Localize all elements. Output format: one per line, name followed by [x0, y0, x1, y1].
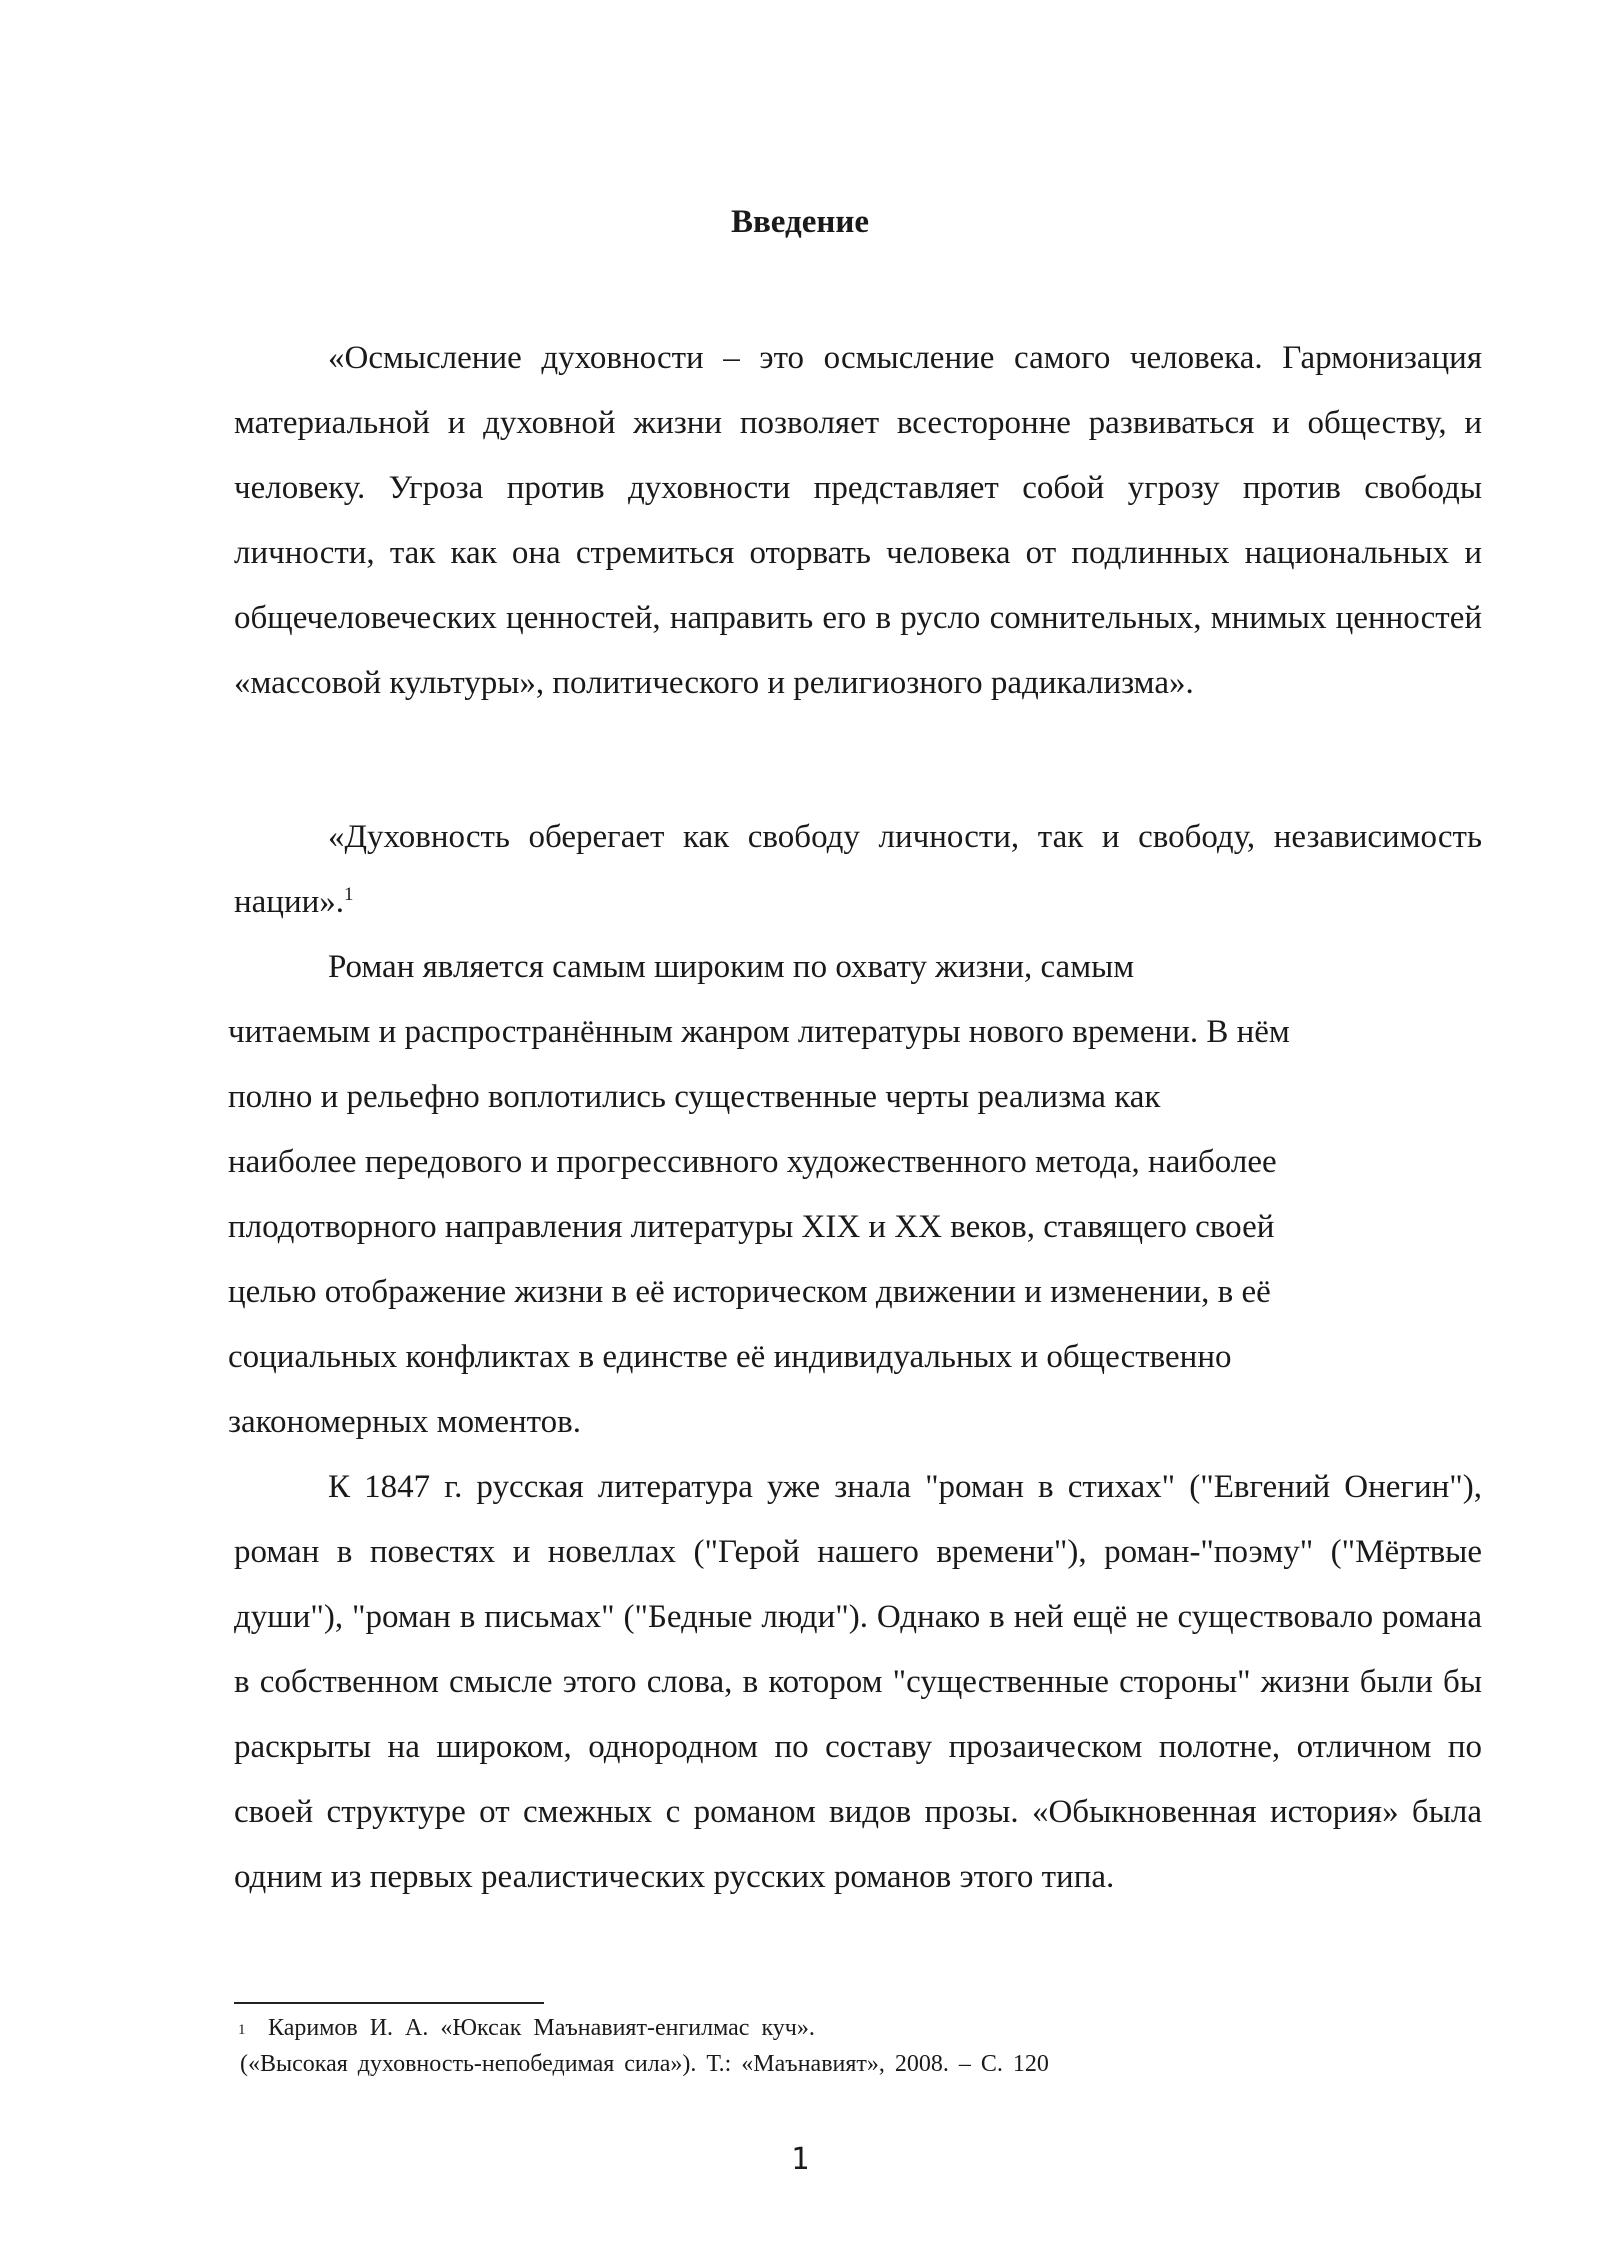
footnote-number: 1 — [238, 2022, 246, 2038]
paragraph-line: целью отображение жизни в её историческом движении и изменении, в её — [228, 1274, 1271, 1310]
footnote-line-1 — [234, 2010, 1334, 2046]
paragraph-line: плодотворного направления литературы XIX и XX веков, ставящего своей — [228, 1209, 1275, 1245]
paragraph-spirituality-quote: «Осмысление духовности – это осмысление самого человека. Гармонизация материальной и духовной жизни позволяет всесторонне развиваться и обществу, и человеку. Угроза против духовности представляет собой угрозу против свободы личности, так как она стремиться оторвать человека от подлинных национальных и общечеловеческих ценностей, направить его в русло сомнительных, мнимых ценностей «массовой культуры», политического и религиозного радикализма». — [234, 340, 1482, 701]
page-title: Введение — [730, 204, 870, 240]
paragraph-line: читаемым и распространённым жанром литературы нового времени. В нём — [228, 1014, 1290, 1050]
page-number: 1 — [790, 2142, 810, 2177]
paragraph-novel-genre — [228, 935, 1488, 1455]
footnote-reference: 1 — [344, 884, 354, 905]
paragraph-line: полно и рельефно воплотились существенные черты реализма как — [228, 1079, 1161, 1115]
footnote-citation: Каримов И. А. «Юксак Маънавият-енгилмас куч». — [268, 2015, 815, 2041]
footnote-separator — [234, 2002, 544, 2004]
paragraph-nation-quote — [234, 805, 1482, 935]
footnote-line-2: («Высокая духовность-непобедимая сила»). Т.: «Маънавият», 2008. – С. 120 — [240, 2051, 1049, 2077]
paragraph-line: социальных конфликтах в единстве её индивидуальных и общественно — [228, 1339, 1232, 1375]
paragraph-line: Роман является самым широким по охвату жизни, самым — [328, 949, 1135, 985]
paragraph-nation-quote-text: «Духовность оберегает как свободу личности, так и свободу, независимость нации». — [234, 819, 1482, 920]
paragraph-russian-novel-1847: К 1847 г. русская литература уже знала "роман в стихах" ("Евгений Онегин"), роман в повестях и новеллах ("Герой нашего времени"), роман-"поэму" ("Мёртвые души"), "роман в письмах" ("Бедные люди"). Однако в ней ещё не существовало романа в собственном смысле этого слова, в котором "существенные стороны" жизни были бы раскрыты на широком, однородном по составу прозаическом полотне, отличном по своей структуре от смежных с романом видов прозы. «Обыкновенная история» была одним из первых реалистических русских романов этого типа. — [234, 1469, 1482, 1895]
footnote — [234, 2010, 1334, 2082]
paragraph-line: закономерных моментов. — [228, 1404, 581, 1440]
paragraph-line: наиболее передового и прогрессивного художественного метода, наиболее — [228, 1144, 1277, 1180]
